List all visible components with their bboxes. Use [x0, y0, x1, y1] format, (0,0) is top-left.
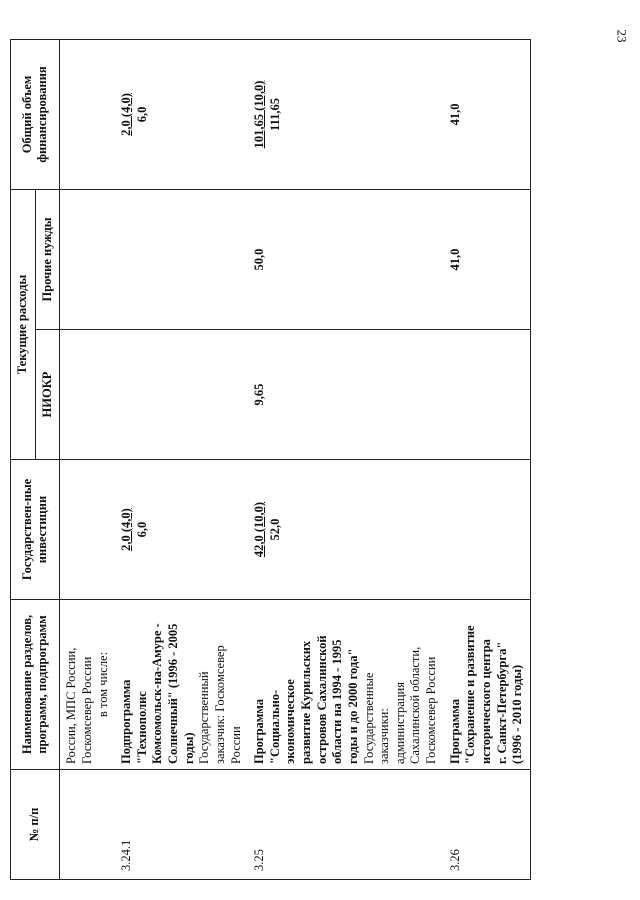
header-number: № п/п	[11, 770, 60, 880]
name-line: заказчики:	[377, 708, 392, 764]
header-total-financing: Общий объем финансирования	[11, 39, 60, 189]
name-line: Комсомольск-на-Амуре -	[150, 623, 165, 764]
name-line: России, МПС России,	[64, 647, 79, 764]
total-value-main: 101,65 (10,0)	[252, 80, 267, 149]
niokr-cell: 9,65	[248, 330, 444, 460]
table-row	[444, 39, 531, 879]
total-cell	[248, 39, 444, 189]
state-cell	[60, 460, 115, 600]
header-other-needs: Прочие нужды	[35, 189, 60, 329]
other-cell	[115, 189, 248, 329]
financing-table-wrapper	[10, 40, 630, 880]
name-line: Сахалинской области,	[408, 646, 423, 764]
other-cell: 41,0	[444, 189, 531, 329]
total-value-sum: 111,65	[267, 97, 282, 131]
name-line: г. Санкт-Петербурга"	[494, 641, 509, 764]
name-line: Программа	[447, 699, 462, 764]
page-number: 23	[614, 29, 630, 43]
row-name	[60, 600, 115, 770]
header-current-expenses: Текущие расходы	[11, 189, 36, 459]
name-line: развитие Курильских	[299, 640, 313, 764]
state-cell	[115, 460, 248, 600]
name-line: заказчик: Госкомсевер	[212, 645, 227, 764]
name-line: Подпрограмма	[119, 679, 134, 764]
name-line: экономическое	[283, 679, 298, 764]
row-number: 3.26	[444, 770, 531, 880]
state-value-total: 52,0	[267, 518, 282, 541]
financing-table	[10, 39, 531, 880]
table-row	[60, 39, 115, 879]
name-line: годы)	[181, 732, 196, 764]
table-row	[115, 39, 248, 879]
header-state-investments: Государствен-ные инвестиции	[11, 460, 60, 600]
total-cell	[60, 39, 115, 189]
sub-note: в том числе:	[95, 651, 110, 718]
state-value-main: 2,0 (4,0)	[119, 508, 134, 551]
name-line: "Технополис	[134, 691, 149, 764]
name-line: Государственные	[361, 672, 376, 764]
row-number	[60, 770, 115, 880]
name-line: Государственный	[197, 671, 212, 764]
name-line: островов Сахалинской	[314, 635, 329, 764]
header-niokr: НИОКР	[35, 330, 60, 460]
name-line: Программа	[252, 699, 267, 764]
row-number: 3.24.1	[115, 770, 248, 880]
row-number: 3.25	[248, 770, 444, 880]
niokr-cell	[60, 330, 115, 460]
name-line: России	[228, 726, 243, 764]
row-name	[248, 600, 444, 770]
name-line: области на 1994 - 1995	[330, 639, 345, 764]
name-line: (1996 - 2010 годы)	[510, 664, 525, 764]
total-cell	[115, 39, 248, 189]
total-value-main: 2,0 (4,0)	[119, 93, 134, 136]
header-name: Наименование разделов, программ, подпрограмм	[11, 600, 60, 770]
name-line: "Социально-	[267, 689, 282, 764]
name-line: Госкомсевер России	[424, 656, 438, 764]
total-value-sum: 6,0	[134, 106, 149, 123]
name-line: исторического центра	[478, 639, 493, 764]
row-name	[115, 600, 248, 770]
table-row	[248, 39, 444, 879]
name-line: Госкомсевер России	[79, 656, 94, 764]
other-cell	[60, 189, 115, 329]
state-cell	[248, 460, 444, 600]
total-cell: 41,0	[444, 39, 531, 189]
state-value-main: 42,0 (10,0)	[252, 501, 267, 558]
name-line: администрация	[392, 682, 407, 764]
name-line: Солнечный" (1996 - 2005	[166, 623, 180, 764]
state-cell	[444, 460, 531, 600]
name-line: годы и до 2000 года"	[345, 648, 360, 764]
name-line: "Сохранение и развитие	[463, 625, 478, 764]
niokr-cell	[115, 330, 248, 460]
state-value-total: 6,0	[134, 521, 149, 538]
other-cell: 50,0	[248, 189, 444, 329]
niokr-cell	[444, 330, 531, 460]
row-name	[444, 600, 531, 770]
